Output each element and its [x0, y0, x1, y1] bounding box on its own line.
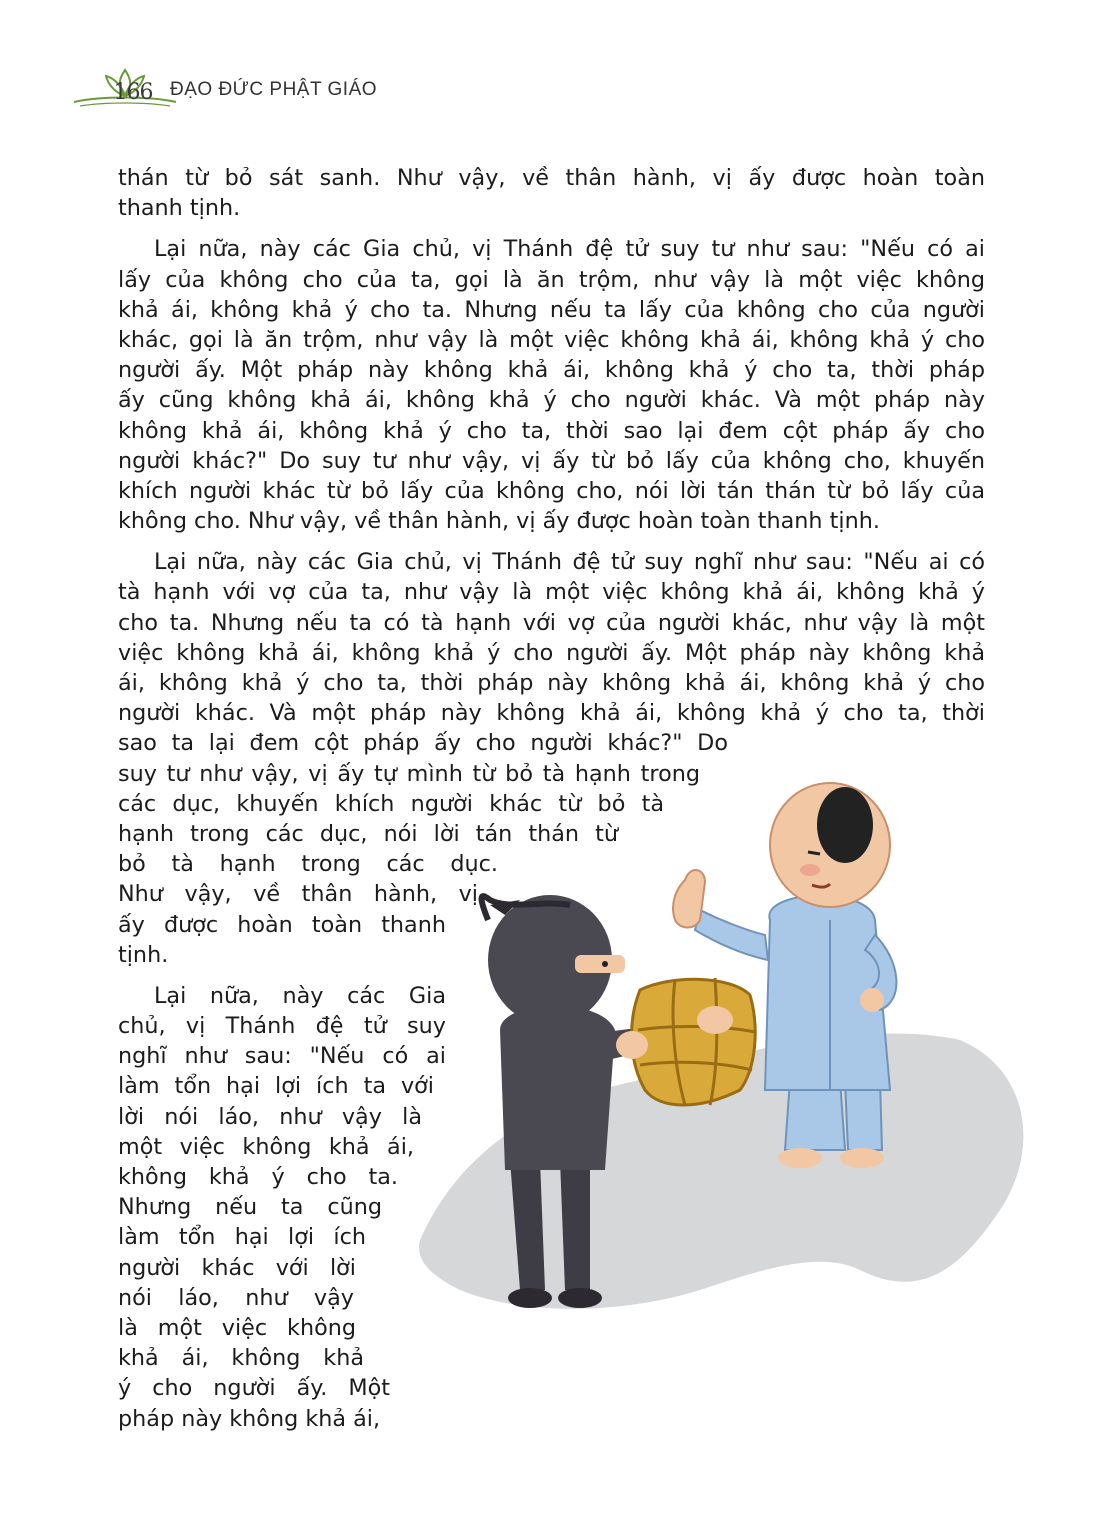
text-line: Lại nữa, này các Gia chủ, vị Thánh đệ tử suy tư như sau: "Nếu có ai — [154, 236, 985, 263]
text-line: khích người khác từ bỏ lấy của không cho, nói lời tán thán từ bỏ lấy của — [118, 477, 985, 504]
text-line: tịnh. — [118, 941, 169, 968]
text-line: Như vậy, về thân hành, vị — [118, 881, 478, 908]
text-line: bỏ tà hạnh trong các dục. — [118, 851, 498, 878]
text-line: Lại nữa, này các Gia — [154, 982, 446, 1009]
text-line: các dục, khuyến khích người khác từ bỏ tà — [118, 790, 664, 817]
text-line: một việc không khả ái, — [118, 1133, 414, 1160]
text-line: tà hạnh với vợ của ta, như vậy là một việc không khả ái, không khả ý — [118, 579, 985, 606]
text-line: người khác?" Do suy tư như vậy, vị ấy từ bỏ lấy của không cho, khuyến — [118, 447, 985, 474]
text-line: khả ái, không khả ý cho ta. Nhưng nếu ta lấy của không cho của người — [118, 296, 985, 323]
book-title: ĐẠO ĐỨC PHẬT GIÁO — [170, 79, 378, 100]
text-line: chủ, vị Thánh đệ tử suy — [118, 1013, 446, 1040]
text-line: Nhưng nếu ta cũng — [118, 1194, 382, 1221]
text-line: ấy được hoàn toàn thanh — [118, 911, 446, 938]
text-line: người khác với lời — [118, 1254, 356, 1281]
text-line: hạnh trong các dục, nói lời tán thán từ — [118, 820, 618, 847]
text-line: thanh tịnh. — [118, 195, 241, 222]
text-line: pháp này không khả ái, — [118, 1405, 381, 1432]
text-line: lời nói láo, như vậy là — [118, 1103, 422, 1130]
text-line: sao ta lại đem cột pháp ấy cho người khác?" Do — [118, 730, 728, 757]
text-line: người ấy. Một pháp này không khả ái, không khả ý cho ta, thời pháp — [118, 357, 985, 384]
text-line: là một việc không — [118, 1314, 356, 1341]
text-line: khả ái, không khả — [118, 1345, 364, 1372]
text-line: nói láo, như vậy — [118, 1284, 354, 1311]
text-line: Lại nữa, này các Gia chủ, vị Thánh đệ tử suy nghĩ như sau: "Nếu ai có — [154, 549, 985, 576]
text-line: khác, gọi là ăn trộm, như vậy là một việc không khả ái, không khả ý cho — [118, 326, 985, 353]
text-line: suy tư như vậy, vị ấy tự mình từ bỏ tà hạnh trong — [118, 760, 700, 787]
page-number: 166 — [113, 80, 153, 105]
text-line: ái, không khả ý cho ta, thời pháp này không khả ái, không khả ý cho — [118, 670, 985, 696]
text-line: không cho. Như vậy, về thân hành, vị ấy được hoàn toàn thanh tịnh. — [118, 508, 880, 535]
text-line: không khả ái, không khả ý cho ta, thời sao lại đem cột pháp ấy cho — [118, 417, 985, 444]
text-line: không khả ý cho ta. — [118, 1164, 398, 1190]
text-line: làm tổn hại lợi ích — [118, 1224, 366, 1251]
text-line: nghĩ như sau: "Nếu có ai — [118, 1043, 446, 1070]
text-line: ý cho người ấy. Một — [118, 1375, 390, 1402]
text-line: ấy cũng không khả ái, không khả ý cho người khác. Và một pháp này — [118, 387, 985, 414]
text-line: cho ta. Nhưng nếu ta có tà hạnh với vợ của người khác, như vậy là một — [118, 609, 985, 636]
text-line: việc không khả ái, không khả ý cho người ấy. Một pháp này không khả — [118, 639, 985, 666]
text-line: làm tổn hại lợi ích ta với — [118, 1073, 434, 1100]
text-line: người khác. Và một pháp này không khả ái, không khả ý cho ta, thời — [118, 700, 985, 727]
body-text-block — [118, 163, 985, 1434]
text-line: thán từ bỏ sát sanh. Như vậy, về thân hành, vị ấy được hoàn toàn — [118, 165, 985, 191]
text-line: lấy của không cho của ta, gọi là ăn trộm, như vậy là một việc không — [118, 266, 985, 293]
page-header — [70, 62, 490, 112]
